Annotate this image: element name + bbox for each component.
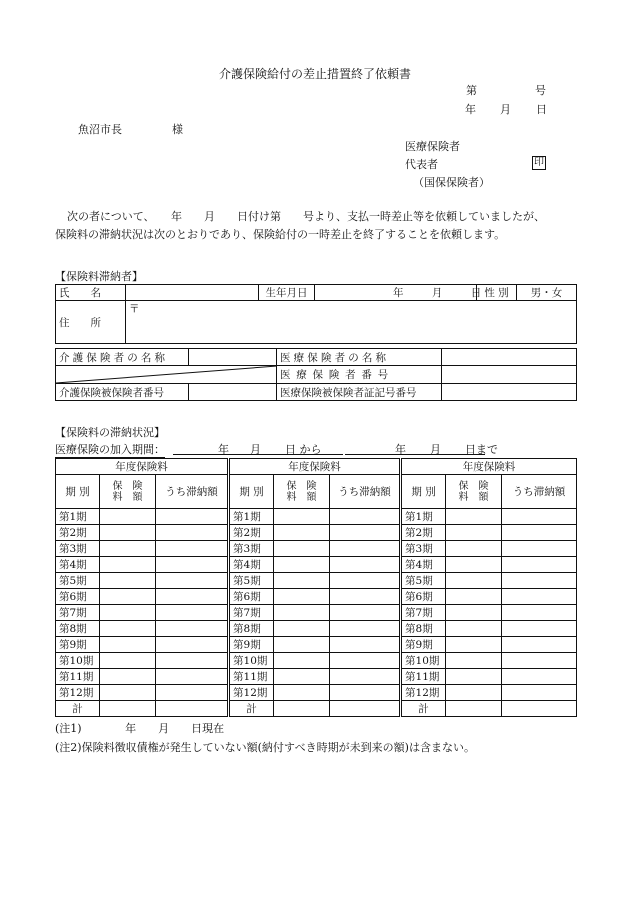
premium-amount-cell[interactable] — [446, 509, 502, 525]
unpaid-amount-cell[interactable] — [502, 525, 577, 541]
col-amount-header — [446, 475, 502, 509]
unpaid-amount-cell[interactable] — [502, 541, 577, 557]
name-label: 氏 名 — [56, 285, 126, 301]
premium-amount-cell[interactable] — [100, 557, 156, 573]
body-line-1: 次の者について、 年 月 日付け第 号より、支払一時差止等を依頼していましたが、 — [67, 210, 546, 223]
premium-amount-cell[interactable] — [446, 621, 502, 637]
unpaid-amount-cell[interactable] — [502, 669, 577, 685]
premium-amount-cell[interactable] — [446, 541, 502, 557]
arrears-table — [55, 458, 577, 717]
col-amount-header — [100, 475, 156, 509]
med-insurer-name-label: 医療保険者の名称 — [277, 349, 442, 366]
premium-amount-cell[interactable] — [274, 701, 330, 717]
note-2: (注2)保険料徴収債権が発生していない額(納付すべき時期が未到来の額)は含まない。 — [55, 741, 475, 754]
table-row — [56, 573, 577, 589]
period-label: 第6期 — [56, 589, 100, 605]
premium-amount-cell[interactable] — [446, 685, 502, 701]
period-label: 第3期 — [230, 541, 274, 557]
premium-amount-cell[interactable] — [446, 653, 502, 669]
dob-month: 月 — [431, 287, 443, 299]
col-period-header: 期 別 — [56, 475, 100, 509]
address-label: 住 所 — [56, 301, 126, 344]
unpaid-amount-cell[interactable] — [156, 621, 228, 637]
period-label: 第12期 — [402, 685, 446, 701]
name-value[interactable] — [126, 285, 259, 301]
med-insurer-no-label: 医療保険者番号 — [277, 366, 442, 384]
unpaid-amount-cell[interactable] — [502, 637, 577, 653]
premium-amount-cell[interactable] — [274, 525, 330, 541]
group-header-3: 年度保険料 — [402, 459, 577, 475]
insured-section-heading: 【保険料滞納者】 — [55, 270, 143, 283]
unpaid-amount-cell[interactable] — [156, 701, 228, 717]
col-period-header: 期 別 — [230, 475, 274, 509]
to-month: 月 — [430, 443, 441, 456]
table-row — [56, 525, 577, 541]
total-label: 計 — [230, 701, 274, 717]
premium-amount-cell[interactable] — [446, 701, 502, 717]
period-label: 第12期 — [56, 685, 100, 701]
period-label: 第2期 — [402, 525, 446, 541]
period-label: 第6期 — [402, 589, 446, 605]
enrollment-period — [55, 441, 498, 456]
addressee: 魚沼市長 — [78, 123, 122, 136]
document-number-prefix: 第 — [466, 84, 477, 97]
insured-table-top — [55, 284, 577, 344]
address-value[interactable] — [126, 301, 577, 344]
med-insured-no-label: 医療保険被保険者証記号番号 — [277, 384, 442, 401]
period-label: 第9期 — [230, 637, 274, 653]
unpaid-amount-cell[interactable] — [502, 509, 577, 525]
period-label: 第11期 — [56, 669, 100, 685]
period-label: 第1期 — [56, 509, 100, 525]
col-amount-header-line1: 保 険 — [286, 480, 317, 492]
unpaid-amount-cell[interactable] — [156, 605, 228, 621]
sender-organization: 医療保険者 — [405, 140, 460, 153]
to-day: 日まで — [465, 443, 498, 456]
ltc-insurer-name-value[interactable] — [189, 349, 277, 366]
period-label: 第12期 — [230, 685, 274, 701]
period-label: 第4期 — [230, 557, 274, 573]
col-amount-header-line1: 保 険 — [458, 480, 489, 492]
document-number-suffix: 号 — [535, 84, 546, 97]
insured-table-bottom — [55, 348, 577, 401]
col-amount-header-line2: 料 額 — [458, 491, 489, 503]
table-row — [56, 589, 577, 605]
diagonal-line — [56, 366, 277, 383]
period-label: 第3期 — [402, 541, 446, 557]
sender-note: （国保保険者） — [413, 176, 490, 189]
unpaid-amount-cell[interactable] — [502, 653, 577, 669]
unpaid-amount-cell[interactable] — [330, 669, 400, 685]
premium-amount-cell[interactable] — [446, 669, 502, 685]
table-row — [56, 685, 577, 701]
period-label: 第8期 — [402, 621, 446, 637]
premium-amount-cell[interactable] — [100, 637, 156, 653]
unpaid-amount-cell[interactable] — [156, 669, 228, 685]
med-insurer-no-value[interactable] — [442, 366, 577, 384]
period-label: 第8期 — [56, 621, 100, 637]
unpaid-amount-cell[interactable] — [330, 589, 400, 605]
group-header-1: 年度保険料 — [56, 459, 228, 475]
premium-amount-cell[interactable] — [446, 573, 502, 589]
note-1 — [55, 720, 224, 736]
period-label: 第5期 — [402, 573, 446, 589]
unpaid-amount-cell[interactable] — [502, 605, 577, 621]
unpaid-amount-cell[interactable] — [502, 621, 577, 637]
unpaid-amount-cell[interactable] — [330, 701, 400, 717]
dob-year: 年 — [393, 287, 404, 299]
premium-amount-cell[interactable] — [274, 509, 330, 525]
group-header-2: 年度保険料 — [230, 459, 400, 475]
period-label: 第7期 — [230, 605, 274, 621]
unpaid-amount-cell[interactable] — [502, 589, 577, 605]
total-label: 計 — [56, 701, 100, 717]
unpaid-amount-cell[interactable] — [156, 541, 228, 557]
from-day: 日 から — [285, 443, 322, 456]
premium-amount-cell[interactable] — [446, 589, 502, 605]
gender-label: 性 別 — [477, 285, 517, 301]
total-row — [56, 701, 577, 717]
period-label: 第9期 — [402, 637, 446, 653]
seal-icon: 印 — [534, 157, 544, 168]
period-label: 第4期 — [56, 557, 100, 573]
body-text — [55, 208, 590, 244]
subheader-row — [56, 475, 577, 509]
unpaid-amount-cell[interactable] — [502, 685, 577, 701]
body-line-2: 保険料の滞納状況は次のとおりであり、保険給付の一時差止を終了することを依頼します。 — [55, 228, 506, 241]
premium-amount-cell[interactable] — [274, 669, 330, 685]
date-month: 月 — [500, 103, 511, 116]
table-row — [56, 509, 577, 525]
table-row — [56, 621, 577, 637]
period-label: 第10期 — [230, 653, 274, 669]
col-unpaid-header: うち滞納額 — [330, 475, 400, 509]
unpaid-amount-cell[interactable] — [156, 589, 228, 605]
period-label: 第9期 — [56, 637, 100, 653]
premium-amount-cell[interactable] — [100, 525, 156, 541]
table-row — [56, 637, 577, 653]
period-label: 第6期 — [230, 589, 274, 605]
ltc-insured-no-label: 介護保険被保険者番号 — [56, 384, 189, 401]
arrears-section-heading: 【保険料の滞納状況】 — [55, 426, 165, 439]
from-month: 月 — [250, 443, 261, 456]
unpaid-amount-cell[interactable] — [156, 525, 228, 541]
premium-amount-cell[interactable] — [100, 653, 156, 669]
unpaid-amount-cell[interactable] — [330, 621, 400, 637]
table-row — [56, 557, 577, 573]
seal-mark — [532, 155, 546, 170]
premium-amount-cell[interactable] — [274, 589, 330, 605]
premium-amount-cell[interactable] — [100, 621, 156, 637]
dob-day: 日 — [470, 287, 482, 299]
premium-amount-cell[interactable] — [274, 637, 330, 653]
gender-value[interactable]: 男・女 — [517, 285, 577, 301]
table-row — [56, 541, 577, 557]
from-year: 年 — [218, 443, 229, 456]
dob-value[interactable] — [315, 285, 482, 301]
med-insurer-name-value[interactable] — [442, 349, 577, 366]
period-label: 第10期 — [402, 653, 446, 669]
unpaid-amount-cell[interactable] — [156, 637, 228, 653]
period-label: 第5期 — [230, 573, 274, 589]
period-label: 第1期 — [402, 509, 446, 525]
to-year: 年 — [395, 443, 406, 456]
period-label: 第7期 — [402, 605, 446, 621]
date-year: 年 — [465, 103, 476, 116]
premium-amount-cell[interactable] — [446, 637, 502, 653]
unpaid-amount-cell[interactable] — [330, 573, 400, 589]
premium-amount-cell[interactable] — [100, 509, 156, 525]
premium-amount-cell[interactable] — [446, 605, 502, 621]
note-1-label: (注1) — [55, 722, 82, 735]
col-amount-header-line2: 料 額 — [112, 491, 143, 503]
unpaid-amount-cell[interactable] — [502, 701, 577, 717]
note-1-text: 年 月 日現在 — [125, 722, 225, 735]
premium-amount-cell[interactable] — [274, 605, 330, 621]
med-insured-no-value[interactable] — [442, 384, 577, 401]
date-day: 日 — [536, 103, 547, 116]
col-amount-header-line1: 保 険 — [112, 480, 143, 492]
unpaid-amount-cell[interactable] — [156, 685, 228, 701]
unpaid-amount-cell[interactable] — [330, 509, 400, 525]
col-period-header: 期 別 — [402, 475, 446, 509]
period-underline-to — [345, 454, 485, 455]
addressee-honorific: 様 — [172, 123, 183, 136]
unpaid-amount-cell[interactable] — [330, 637, 400, 653]
postal-mark: 〒 — [129, 303, 140, 315]
enrollment-period-label: 医療保険の加入期間： — [55, 443, 165, 456]
period-label: 第2期 — [230, 525, 274, 541]
premium-amount-cell[interactable] — [100, 541, 156, 557]
sender-representative: 代表者 — [405, 158, 438, 171]
period-label: 第4期 — [402, 557, 446, 573]
diagonal-cell — [56, 366, 277, 384]
unpaid-amount-cell[interactable] — [330, 557, 400, 573]
table-row — [56, 669, 577, 685]
premium-amount-cell[interactable] — [446, 557, 502, 573]
period-label: 第8期 — [230, 621, 274, 637]
period-label: 第7期 — [56, 605, 100, 621]
period-label: 第11期 — [230, 669, 274, 685]
period-label: 第11期 — [402, 669, 446, 685]
unpaid-amount-cell[interactable] — [156, 557, 228, 573]
premium-amount-cell[interactable] — [274, 621, 330, 637]
unpaid-amount-cell[interactable] — [502, 573, 577, 589]
period-label: 第2期 — [56, 525, 100, 541]
unpaid-amount-cell[interactable] — [330, 605, 400, 621]
period-label: 第1期 — [230, 509, 274, 525]
col-amount-header — [274, 475, 330, 509]
arrears-body — [56, 509, 577, 717]
premium-amount-cell[interactable] — [446, 525, 502, 541]
premium-amount-cell[interactable] — [100, 685, 156, 701]
table-row — [56, 605, 577, 621]
ltc-insured-no-value[interactable] — [189, 384, 277, 401]
col-amount-header-line2: 料 額 — [286, 491, 317, 503]
unpaid-amount-cell[interactable] — [330, 541, 400, 557]
premium-amount-cell[interactable] — [100, 701, 156, 717]
premium-amount-cell[interactable] — [274, 573, 330, 589]
period-label: 第10期 — [56, 653, 100, 669]
table-row — [56, 653, 577, 669]
document-title: 介護保険給付の差止措置終了依頼書 — [218, 67, 411, 81]
unpaid-amount-cell[interactable] — [156, 653, 228, 669]
period-label: 第3期 — [56, 541, 100, 557]
unpaid-amount-cell[interactable] — [330, 653, 400, 669]
unpaid-amount-cell[interactable] — [330, 525, 400, 541]
premium-amount-cell[interactable] — [100, 669, 156, 685]
premium-amount-cell[interactable] — [274, 557, 330, 573]
period-label: 第5期 — [56, 573, 100, 589]
premium-amount-cell[interactable] — [100, 573, 156, 589]
premium-amount-cell[interactable] — [274, 653, 330, 669]
unpaid-amount-cell[interactable] — [502, 557, 577, 573]
unpaid-amount-cell[interactable] — [156, 509, 228, 525]
premium-amount-cell[interactable] — [100, 605, 156, 621]
premium-amount-cell[interactable] — [274, 541, 330, 557]
col-unpaid-header: うち滞納額 — [502, 475, 577, 509]
unpaid-amount-cell[interactable] — [330, 685, 400, 701]
col-unpaid-header: うち滞納額 — [156, 475, 228, 509]
ltc-insurer-name-label: 介護保険者の名称 — [56, 349, 189, 366]
unpaid-amount-cell[interactable] — [156, 573, 228, 589]
dob-label: 生年月日 — [259, 285, 315, 301]
premium-amount-cell[interactable] — [100, 589, 156, 605]
premium-amount-cell[interactable] — [274, 685, 330, 701]
total-label: 計 — [402, 701, 446, 717]
